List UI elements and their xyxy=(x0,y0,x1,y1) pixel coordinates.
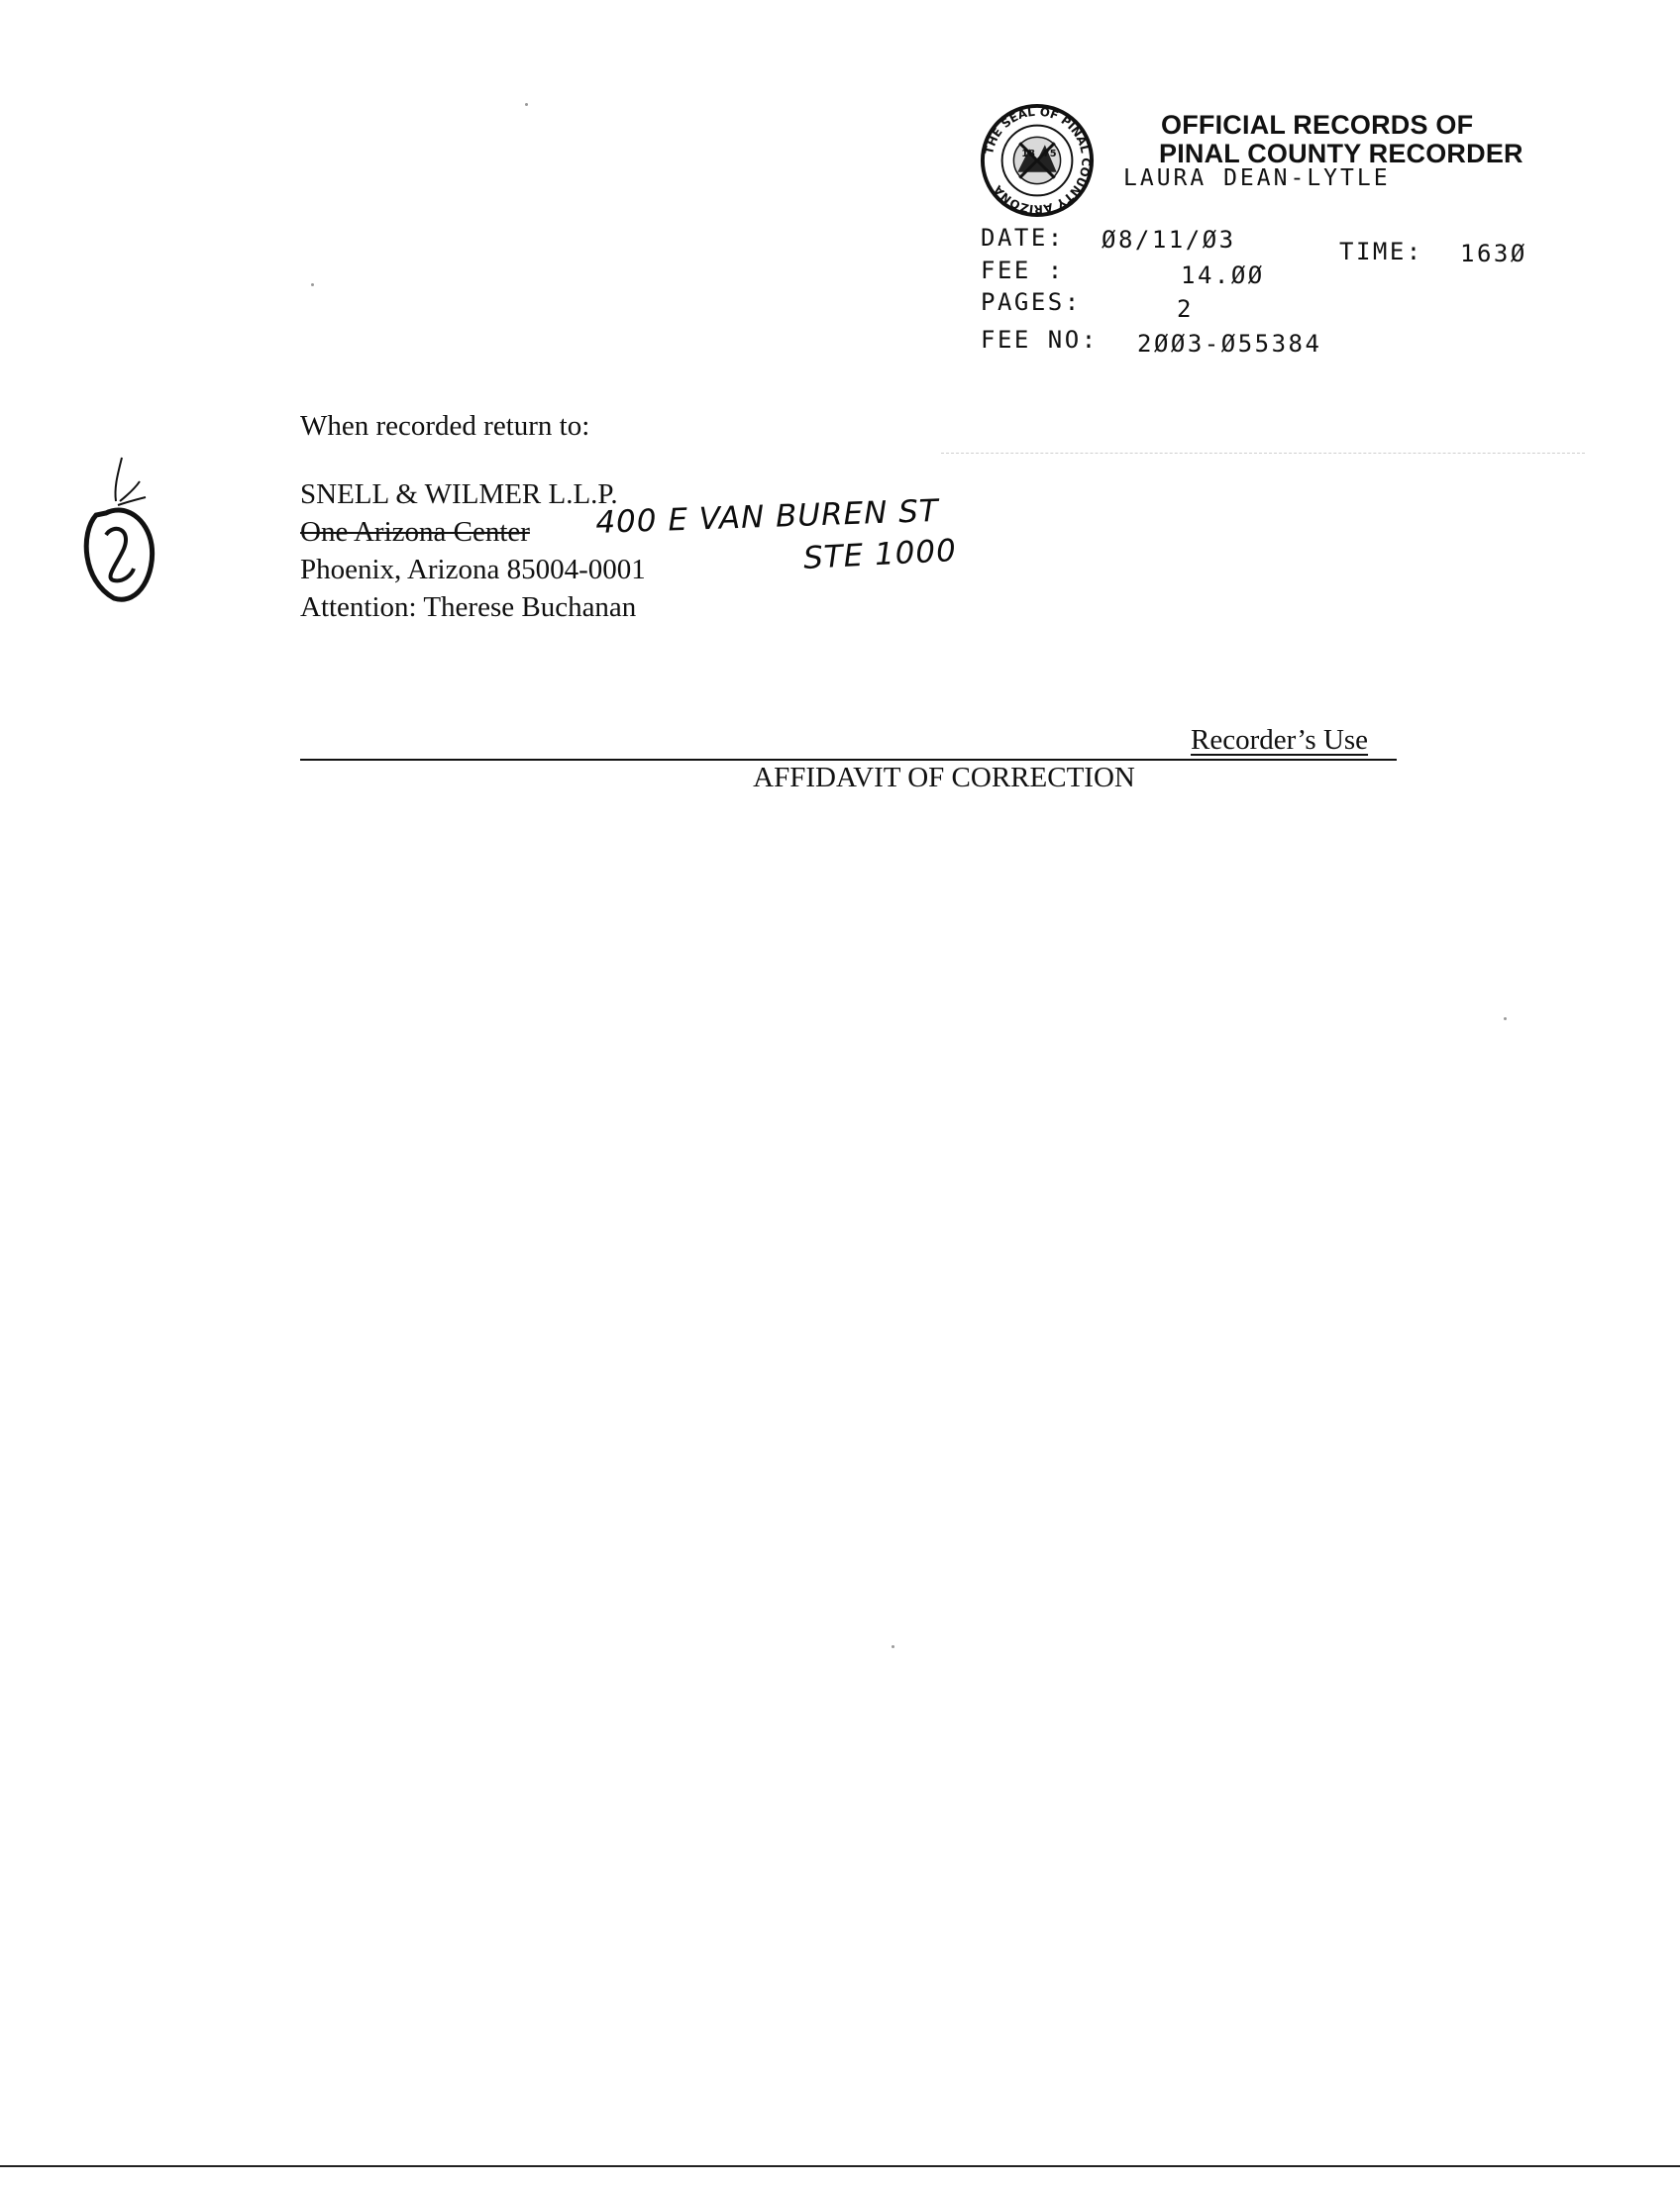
attention-line: Attention: Therese Buchanan xyxy=(300,591,637,623)
date-value: Ø8/11/Ø3 xyxy=(1102,226,1236,254)
recorder-stamp-title xyxy=(1161,111,1523,168)
handwritten-page-number-icon xyxy=(74,454,163,602)
page-bottom-edge xyxy=(0,2165,1680,2167)
scan-speck xyxy=(892,1645,894,1648)
recorders-use-rule xyxy=(300,759,1397,761)
seal-year-left: 18 xyxy=(1021,149,1035,160)
fee-number-label: FEE NO: xyxy=(981,326,1099,354)
stamp-title-line-1: OFFICIAL RECORDS OF xyxy=(1161,110,1474,140)
seal-year-right: 75 xyxy=(1042,149,1057,160)
scan-speck xyxy=(525,103,528,106)
handwritten-suite: STE 1000 xyxy=(802,532,958,576)
county-seal-icon xyxy=(979,102,1096,219)
time-value: 163Ø xyxy=(1460,240,1527,267)
fee-label: FEE : xyxy=(981,257,1065,284)
pages-label: PAGES: xyxy=(981,288,1082,316)
recorder-name: LAURA DEAN-LYTLE xyxy=(1123,165,1391,191)
fee-value: 14.ØØ xyxy=(1181,261,1265,289)
stamp-title-line-2: PINAL COUNTY RECORDER xyxy=(1159,139,1523,168)
city-state-zip: Phoenix, Arizona 85004-0001 xyxy=(300,554,646,585)
document-title: AFFIDAVIT OF CORRECTION xyxy=(753,762,1135,793)
scan-speck xyxy=(1504,1017,1507,1020)
date-label: DATE: xyxy=(981,224,1065,252)
fee-number-value: 2ØØ3-Ø55384 xyxy=(1137,330,1322,358)
faint-dashed-rule xyxy=(941,453,1585,456)
time-label: TIME: xyxy=(1339,238,1423,265)
firm-name: SNELL & WILMER L.L.P. xyxy=(300,478,618,510)
pages-value: 2 xyxy=(1177,295,1194,323)
struck-address: One Arizona Center xyxy=(300,516,530,548)
return-to-label: When recorded return to: xyxy=(300,410,590,442)
seal-ring-text: THE SEAL OF PINAL COUNTY ARIZONA xyxy=(982,104,1094,217)
scan-speck xyxy=(311,283,314,286)
recorders-use-label: Recorder’s Use xyxy=(1191,724,1369,756)
handwritten-street-address: 400 E VAN BUREN ST xyxy=(594,492,940,541)
